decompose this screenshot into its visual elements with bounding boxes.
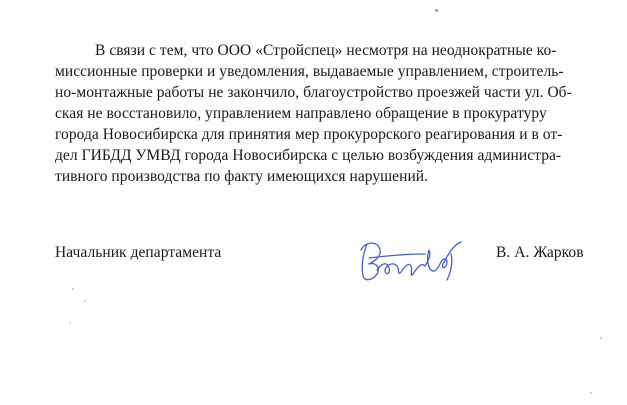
paragraph-line: ская не восстановило, управлением направлено обращение в прокуратуру — [55, 105, 547, 122]
signatory-name: В. А. Жарков — [496, 244, 584, 261]
scan-speck — [590, 392, 592, 394]
scan-speck — [435, 9, 438, 12]
scan-speck — [69, 322, 71, 324]
paragraph-line: В связи с тем, что ООО «Стройспец» несмотря на неоднократные ко- — [95, 42, 557, 59]
scan-speck — [84, 300, 86, 302]
handwritten-signature — [355, 232, 470, 287]
paragraph-line: миссионные проверки и уведомления, выдаваемые управлением, строитель- — [55, 63, 564, 80]
scan-speck — [600, 337, 602, 339]
paragraph-line: дел ГИБДД УМВД города Новосибирска с целью возбуждения администра- — [55, 147, 562, 164]
paragraph-line: но-монтажные работы не закончило, благоустройство проезжей части ул. Об- — [55, 84, 572, 101]
paragraph-line: тивного производства по факту имеющихся нарушений. — [55, 168, 429, 185]
position-title: Начальник департамента — [55, 244, 222, 261]
paragraph-line: города Новосибирска для принятия мер прокурорского реагирования и в от- — [55, 126, 563, 143]
scan-speck — [72, 288, 74, 290]
